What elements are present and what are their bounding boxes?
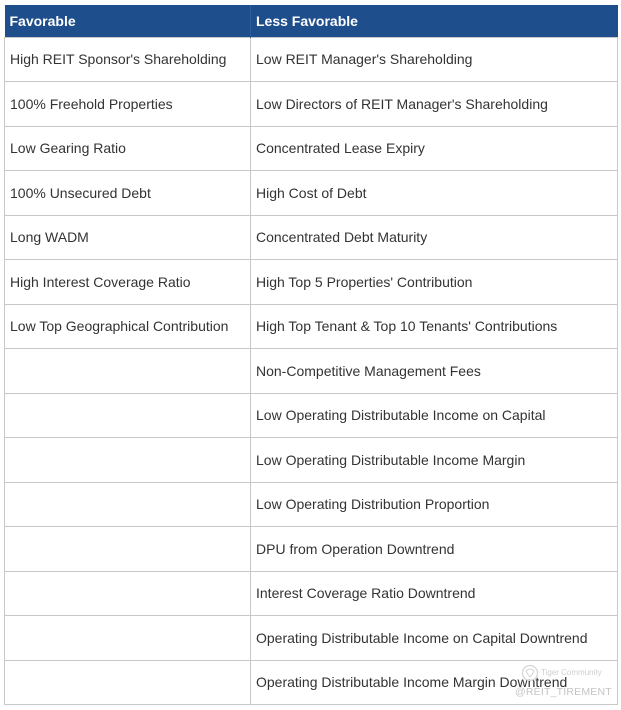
table-body [5,37,618,705]
table-row [5,37,618,82]
watermark-handle: @REIT_TIREMENT [515,686,612,698]
cell-less-favorable: Operating Distributable Income Margin Downtrend [251,660,618,705]
cell-favorable: 100% Unsecured Debt [5,171,251,216]
table-row [5,571,618,616]
cell-favorable [5,482,251,527]
cell-favorable: Long WADM [5,215,251,260]
tiger-logo-icon [521,664,539,682]
table-row [5,393,618,438]
favorable-comparison-table [4,5,618,705]
table-row [5,82,618,127]
watermark [515,664,611,704]
cell-less-favorable: Concentrated Debt Maturity [251,215,618,260]
cell-favorable [5,393,251,438]
table-row [5,260,618,305]
cell-favorable [5,438,251,483]
cell-favorable [5,349,251,394]
table-row [5,126,618,171]
comparison-table-container [4,5,617,705]
table-row [5,527,618,572]
table-row [5,304,618,349]
cell-less-favorable: Interest Coverage Ratio Downtrend [251,571,618,616]
table-row [5,171,618,216]
watermark-brand: Tiger Community [541,668,602,677]
table-row [5,482,618,527]
cell-favorable: High Interest Coverage Ratio [5,260,251,305]
header-row [5,5,618,37]
cell-favorable: 100% Freehold Properties [5,82,251,127]
cell-favorable [5,660,251,705]
cell-favorable: Low Top Geographical Contribution [5,304,251,349]
cell-favorable [5,616,251,661]
cell-less-favorable: Low REIT Manager's Shareholding [251,37,618,82]
cell-less-favorable: Low Operating Distributable Income Margin [251,438,618,483]
header-favorable: Favorable [5,5,251,37]
table-header [5,5,618,37]
table-row [5,349,618,394]
cell-less-favorable: High Top Tenant & Top 10 Tenants' Contributions [251,304,618,349]
table-row [5,215,618,260]
header-less-favorable: Less Favorable [251,5,618,37]
cell-favorable: High REIT Sponsor's Shareholding [5,37,251,82]
cell-less-favorable: Non-Competitive Management Fees [251,349,618,394]
table-row [5,616,618,661]
cell-favorable [5,527,251,572]
cell-favorable [5,571,251,616]
cell-less-favorable: Concentrated Lease Expiry [251,126,618,171]
table-row [5,438,618,483]
cell-less-favorable: Operating Distributable Income on Capital Downtrend [251,616,618,661]
cell-less-favorable: DPU from Operation Downtrend [251,527,618,572]
cell-favorable: Low Gearing Ratio [5,126,251,171]
cell-less-favorable: Low Operating Distribution Proportion [251,482,618,527]
cell-less-favorable: High Top 5 Properties' Contribution [251,260,618,305]
cell-less-favorable: High Cost of Debt [251,171,618,216]
cell-less-favorable: Low Directors of REIT Manager's Shareholding [251,82,618,127]
cell-less-favorable: Low Operating Distributable Income on Capital [251,393,618,438]
